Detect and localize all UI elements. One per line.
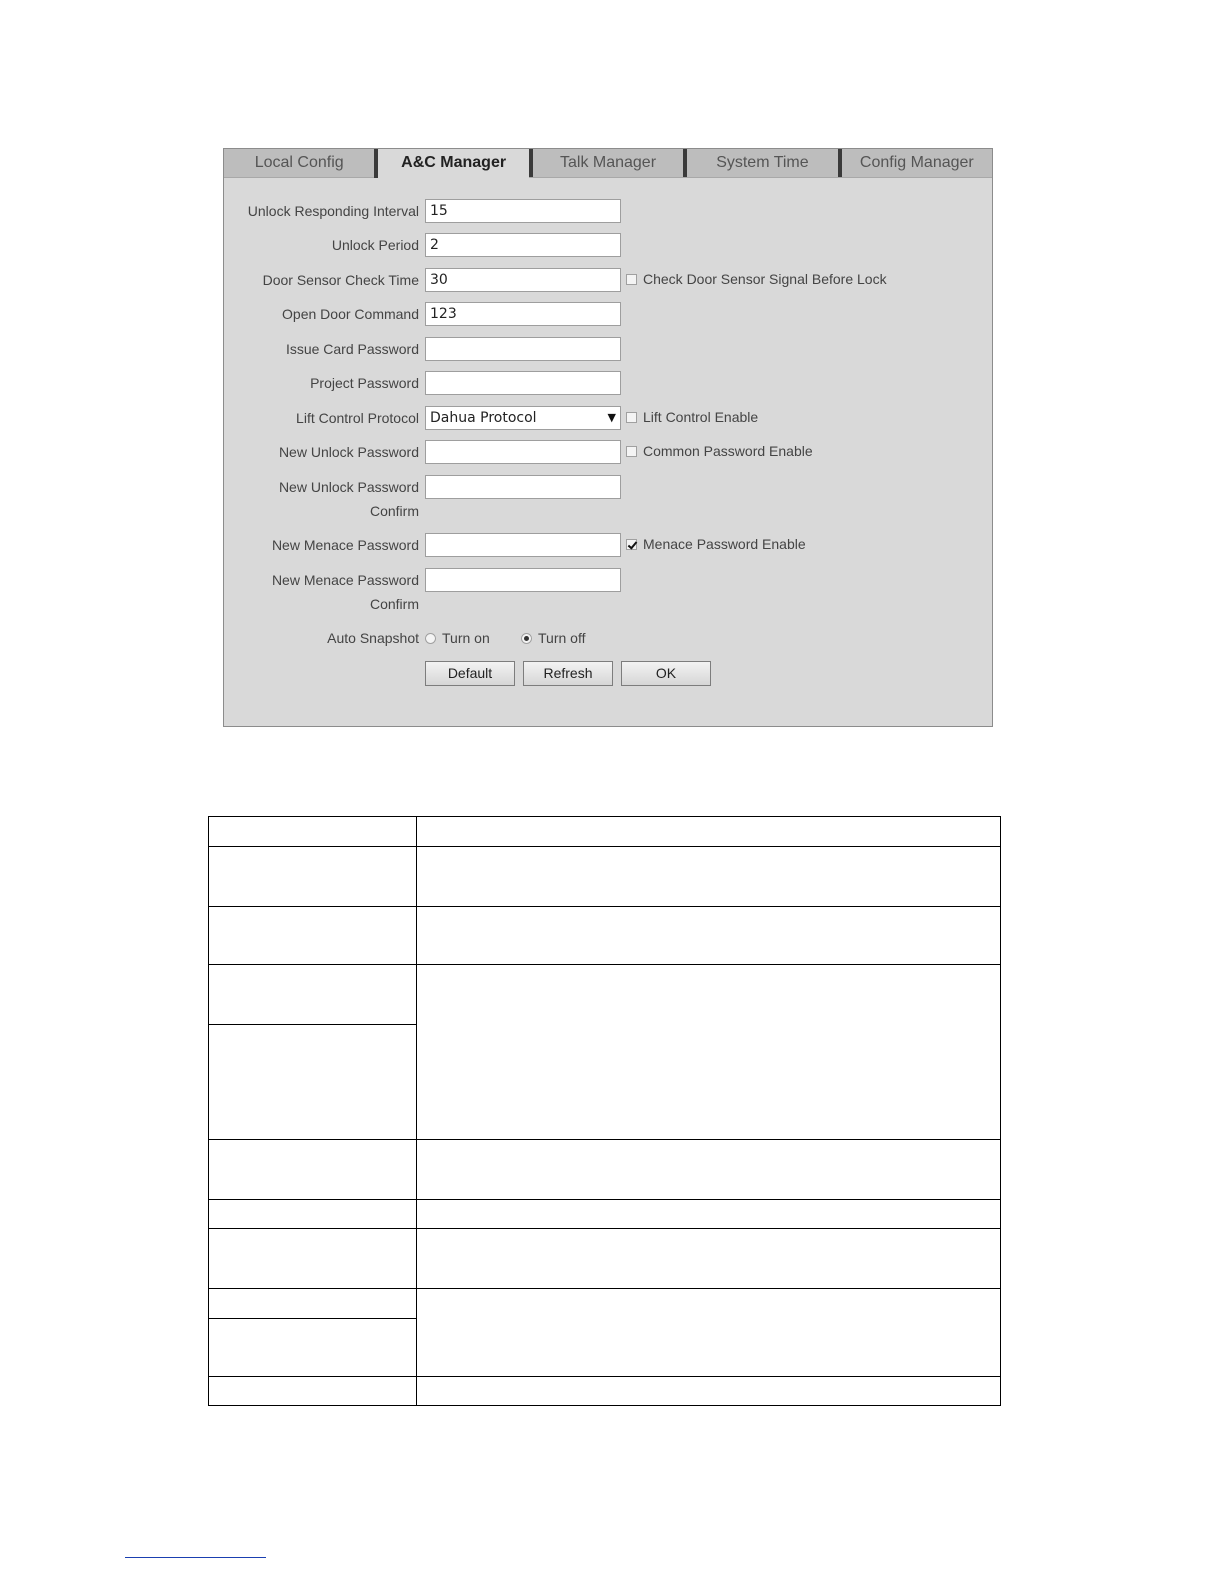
lift-control-check[interactable] [626, 405, 758, 429]
new-unlock-confirm-label-2: Confirm [369, 503, 419, 519]
common-password-check[interactable] [626, 439, 813, 463]
snapshot-turn-off[interactable] [521, 626, 585, 650]
door-sensor-checkbox[interactable] [626, 274, 637, 285]
table-row-line [209, 1288, 1000, 1289]
table-row-line [209, 964, 1000, 965]
common-password-check-label: Common Password Enable [643, 443, 813, 459]
snapshot-turn-on[interactable] [425, 626, 490, 650]
snapshot-turn-on-label: Turn on [442, 630, 490, 646]
parameter-table [208, 816, 1001, 1406]
menace-password-checkbox[interactable] [626, 539, 637, 550]
tab-talk-manager[interactable]: Talk Manager [529, 149, 683, 177]
snapshot-turn-off-label: Turn off [538, 630, 586, 646]
unlock-interval-label: Unlock Responding Interval [247, 203, 419, 219]
default-button[interactable]: Default [425, 661, 515, 686]
lift-protocol-label: Lift Control Protocol [296, 410, 419, 426]
lift-control-check-label: Lift Control Enable [643, 409, 759, 425]
new-menace-label: New Menace Password [271, 537, 419, 553]
table-row-line [209, 1139, 1000, 1140]
issue-card-label: Issue Card Password [285, 341, 419, 357]
door-sensor-input[interactable]: 30 [425, 268, 621, 292]
menace-password-check-label: Menace Password Enable [643, 536, 806, 552]
tab-bar [224, 149, 992, 178]
new-unlock-input[interactable] [425, 440, 621, 464]
open-door-label: Open Door Command [282, 306, 419, 322]
refresh-button[interactable]: Refresh [523, 661, 613, 686]
door-sensor-label: Door Sensor Check Time [262, 272, 419, 288]
new-unlock-confirm-label-1: New Unlock Password [278, 479, 419, 495]
footnote-separator [125, 1557, 266, 1558]
tab-system-time[interactable]: System Time [683, 149, 837, 177]
tab-ac-manager[interactable]: A&C Manager [374, 149, 528, 178]
table-row-line [209, 1024, 416, 1025]
table-row-line [209, 1199, 1000, 1200]
tab-config-manager[interactable]: Config Manager [838, 149, 992, 177]
ok-button[interactable]: OK [621, 661, 711, 686]
auto-snapshot-label: Auto Snapshot [327, 630, 419, 646]
table-row-line [209, 906, 1000, 907]
new-menace-input[interactable] [425, 533, 621, 557]
snapshot-turn-off-radio[interactable] [521, 633, 532, 644]
project-password-label: Project Password [310, 375, 419, 391]
new-unlock-confirm-input[interactable] [425, 475, 621, 499]
new-menace-confirm-label-1: New Menace Password [271, 572, 419, 588]
unlock-interval-input[interactable]: 15 [425, 199, 621, 223]
lift-protocol-value: Dahua Protocol [430, 410, 537, 426]
unlock-period-input[interactable]: 2 [425, 233, 621, 257]
unlock-period-label: Unlock Period [331, 237, 419, 253]
new-menace-confirm-label-2: Confirm [369, 596, 419, 612]
door-sensor-check-label: Check Door Sensor Signal Before Lock [643, 271, 887, 287]
table-row-line [209, 1318, 416, 1319]
dropdown-arrow-icon: ▼ [607, 411, 616, 424]
door-sensor-check[interactable] [626, 267, 887, 291]
issue-card-input[interactable] [425, 337, 621, 361]
table-row-line [209, 1376, 1000, 1377]
ac-manager-panel [223, 148, 993, 727]
open-door-input[interactable]: 123 [425, 302, 621, 326]
new-menace-confirm-input[interactable] [425, 568, 621, 592]
lift-protocol-select[interactable] [425, 406, 621, 430]
project-password-input[interactable] [425, 371, 621, 395]
snapshot-turn-on-radio[interactable] [425, 633, 436, 644]
table-row-line [209, 1228, 1000, 1229]
common-password-checkbox[interactable] [626, 446, 637, 457]
table-row-line [209, 846, 1000, 847]
new-unlock-label: New Unlock Password [278, 444, 419, 460]
lift-control-checkbox[interactable] [626, 412, 637, 423]
tab-local-config[interactable]: Local Config [254, 154, 344, 171]
menace-password-check[interactable] [626, 532, 806, 556]
